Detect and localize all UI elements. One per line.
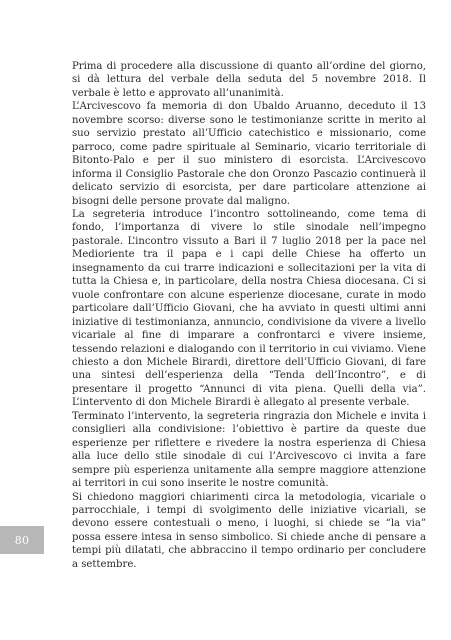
body-text [72, 60, 426, 571]
paragraph-verbale-approval: Prima di procedere alla discussione di quanto all’ordine del giorno, si dà lettura del verbale della seduta del 5 novembre 2018. Il verbale è letto e approvato all’unanimità. [72, 61, 426, 99]
paragraph-memoria-don-ubaldo: L’Arcivescovo fa memoria di don Ubaldo Aruanno, deceduto il 13 novembre scorso: diverse sono le testimonianze scritte in merito al suo servizio prestato all’Ufficio catechistico e missionario, come parroco, come padre spirituale al Seminario, vicario territoriale di Bitonto-Palo e per il suo ministero di esorcista. L’Arcivescovo informa il Consiglio Pastorale che don Oronzo Pascazio continuerà il delicato servizio di esorcista, per dare particolare attenzione ai bisogni delle persone provate dal maligno. [72, 101, 426, 207]
paragraph-condivisione: Terminato l’intervento, la segreteria ringrazia don Michele e invita i consiglieri alla condivisione: l’obiettivo è partire da queste due esperienze per riflettere e rivedere la nostra esperienza di Chiesa alla luce dello stile sinodale di cui l’Arcivescovo ci invita a fare sempre più esperienza unitamente alla sempre maggiore attenzione ai territori in cui sono inserite le nostre comunità. [72, 410, 426, 490]
page-number-tab [0, 526, 44, 554]
paragraph-segreteria-introduzione: La segreteria introduce l’incontro sottolineando, come tema di fondo, l’importanza di vivere lo stile sinodale nell’impegno pastorale. L’incontro vissuto a Bari il 7 luglio 2018 per la pace nel Medioriente tra il papa e i capi delle Chiese ha offerto un insegnamento da cui trarre indicazioni e sollecitazioni per la vita di tutta la Chiesa e, in particolare, della nostra Chiesa diocesana. Ci si vuole confrontare con alcune esperienze diocesane, curate in modo particolare dall’Ufficio Giovani, che ha avviato in questi ultimi anni iniziative di testimonianza, annuncio, condivisione da vivere a livello vicariale al fine di imparare a confrontarci e vivere insieme, tessendo relazioni e dialogando con il territorio in cui viviamo. Viene chiesto a don Michele Birardi, direttore dell’Ufficio Giovani, di fare una sintesi dell’esperienza della “Tenda dell’Incontro”, e di presentare il progetto “Annunci di vita piena. Quelli della via”. L’intervento di don Michele Birardi è allegato al presente verbale. [72, 208, 426, 409]
paragraph-chiarimenti: Si chiedono maggiori chiarimenti circa la metodologia, vicariale o parrocchiale, i tempi di svolgimento delle iniziative vicariali, se devono essere contestuali o meno, i luoghi, si chiede se “la via” possa essere intesa in senso simbolico. Si chiede anche di pensare a tempi più dilatati, che abbraccino il tempo ordinario per concludere a settembre. [72, 491, 426, 570]
page-number: 80 [14, 533, 30, 547]
